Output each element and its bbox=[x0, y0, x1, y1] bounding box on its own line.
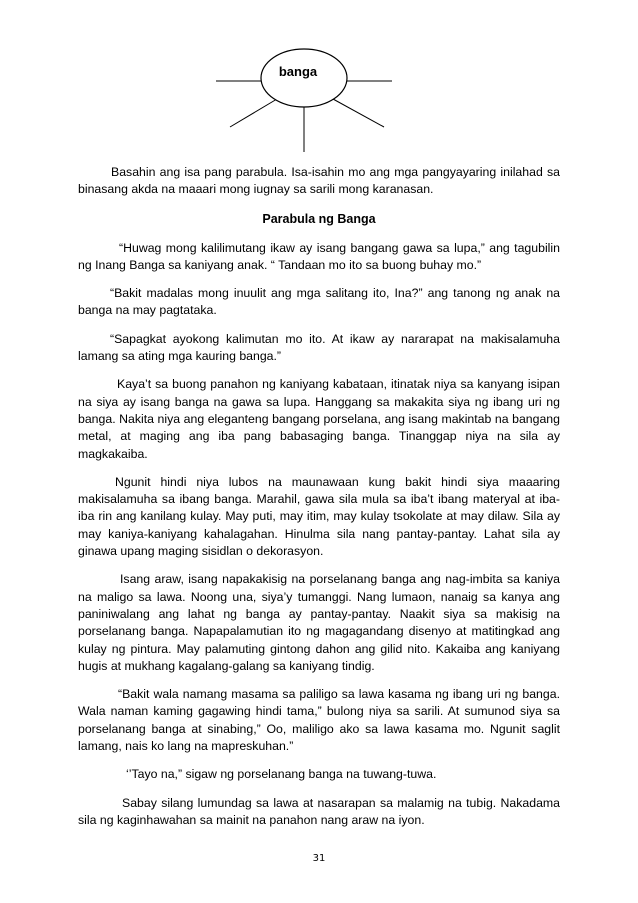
web-line-lower-right bbox=[333, 99, 384, 127]
story-paragraph: Isang araw, isang napakakisig na porselanang banga ang nag-imbita sa kaniya na maligo sa lawa. Noong una, siya’y tumanggi. Nang lumaon, nanaig sa kanya ang paniniwalang ang lahat ng banga ay pantay-pantay. Naakit siya sa makisig na porselanang banga. Napapalamutian ito ng magagandang disenyo at matitingkad ang kulay ng pintura. May palamuting gintong dahon ang gilid nito. Kakaiba ang kaniyang hugis at mukhang kagalang-galang sa kaniyang tindig. bbox=[78, 572, 560, 673]
intro-instruction: Basahin ang isa pang parabula. Isa-isahin mo ang mga pangyayaring inilahad sa binasang akda na maaari mong iugnay sa sarili mong karanasan. bbox=[78, 165, 560, 197]
story-paragraph: “Bakit wala namang masama sa paliligo sa lawa kasama ng ibang uri ng banga. Wala naman kaming gagawing hindi tama,” bulong niya sa sarili. At sumunod siya sa porselanang banga at sinabing,” Oo, maliligo ako sa lawa kasama mo. Ngunit saglit lamang, nais ko lang na mapreskuhan.” bbox=[78, 687, 560, 754]
story-paragraph: “Huwag mong kalilimutang ikaw ay isang bangang gawa sa lupa,” ang tagubilin ng Inang Banga sa kaniyang anak. “ Tandaan mo ito sa buong buhay mo.” bbox=[78, 240, 560, 272]
story-paragraph: ‘’Tayo na,” sigaw ng porselanang banga na tuwang-tuwa. bbox=[126, 767, 437, 782]
story-paragraph: Sabay silang lumundag sa lawa at nasarapan sa malamig na tubig. Nakadama sila ng kaginhawahan sa mainit na panahon nang araw na iyon. bbox=[78, 795, 560, 827]
word-web-diagram bbox=[0, 0, 638, 170]
story-title: Parabula ng Banga bbox=[262, 211, 376, 226]
center-label: banga bbox=[278, 64, 318, 79]
story-paragraph: Ngunit hindi niya lubos na maunawaan kung bakit hindi siya maaaring makisalamuha sa ibang banga. Marahil, gawa sila mula sa iba’t ibang materyal at iba-iba rin ang kanilang kulay. May puti, may itim, may kulay tsokolate at may dilaw. Sila ay may kaniya-kaniyang kahalagahan. Hinulma sila nang pantay-pantay. Lahat sila ay ginawa upang maging sisidlan o dekorasyon. bbox=[78, 474, 560, 559]
story-paragraph: Kaya’t sa buong panahon ng kaniyang kabataan, itinatak niya sa kanyang isipan na siya ay isang banga na gawa sa lupa. Hanggang sa makakita siya ng ibang uri ng banga. Nakita niya ang eleganteng bangang porselana, ang isang makintab na bangang metal, at maging ang iba pang babasaging banga. Tinanggap niya na sila ay magkakaiba. bbox=[78, 377, 560, 461]
web-line-lower-left bbox=[230, 99, 277, 127]
story-paragraph: “Bakit madalas mong inuulit ang mga salitang ito, Ina?” ang tanong ng anak na banga na may pagtataka. bbox=[78, 286, 560, 318]
page-content bbox=[78, 164, 560, 829]
story-paragraph: “Sapagkat ayokong kalimutan mo ito. At ikaw ay nararapat na makisalamuha lamang sa ating mga kauring banga.” bbox=[78, 331, 560, 364]
page-number: 31 bbox=[312, 853, 326, 864]
